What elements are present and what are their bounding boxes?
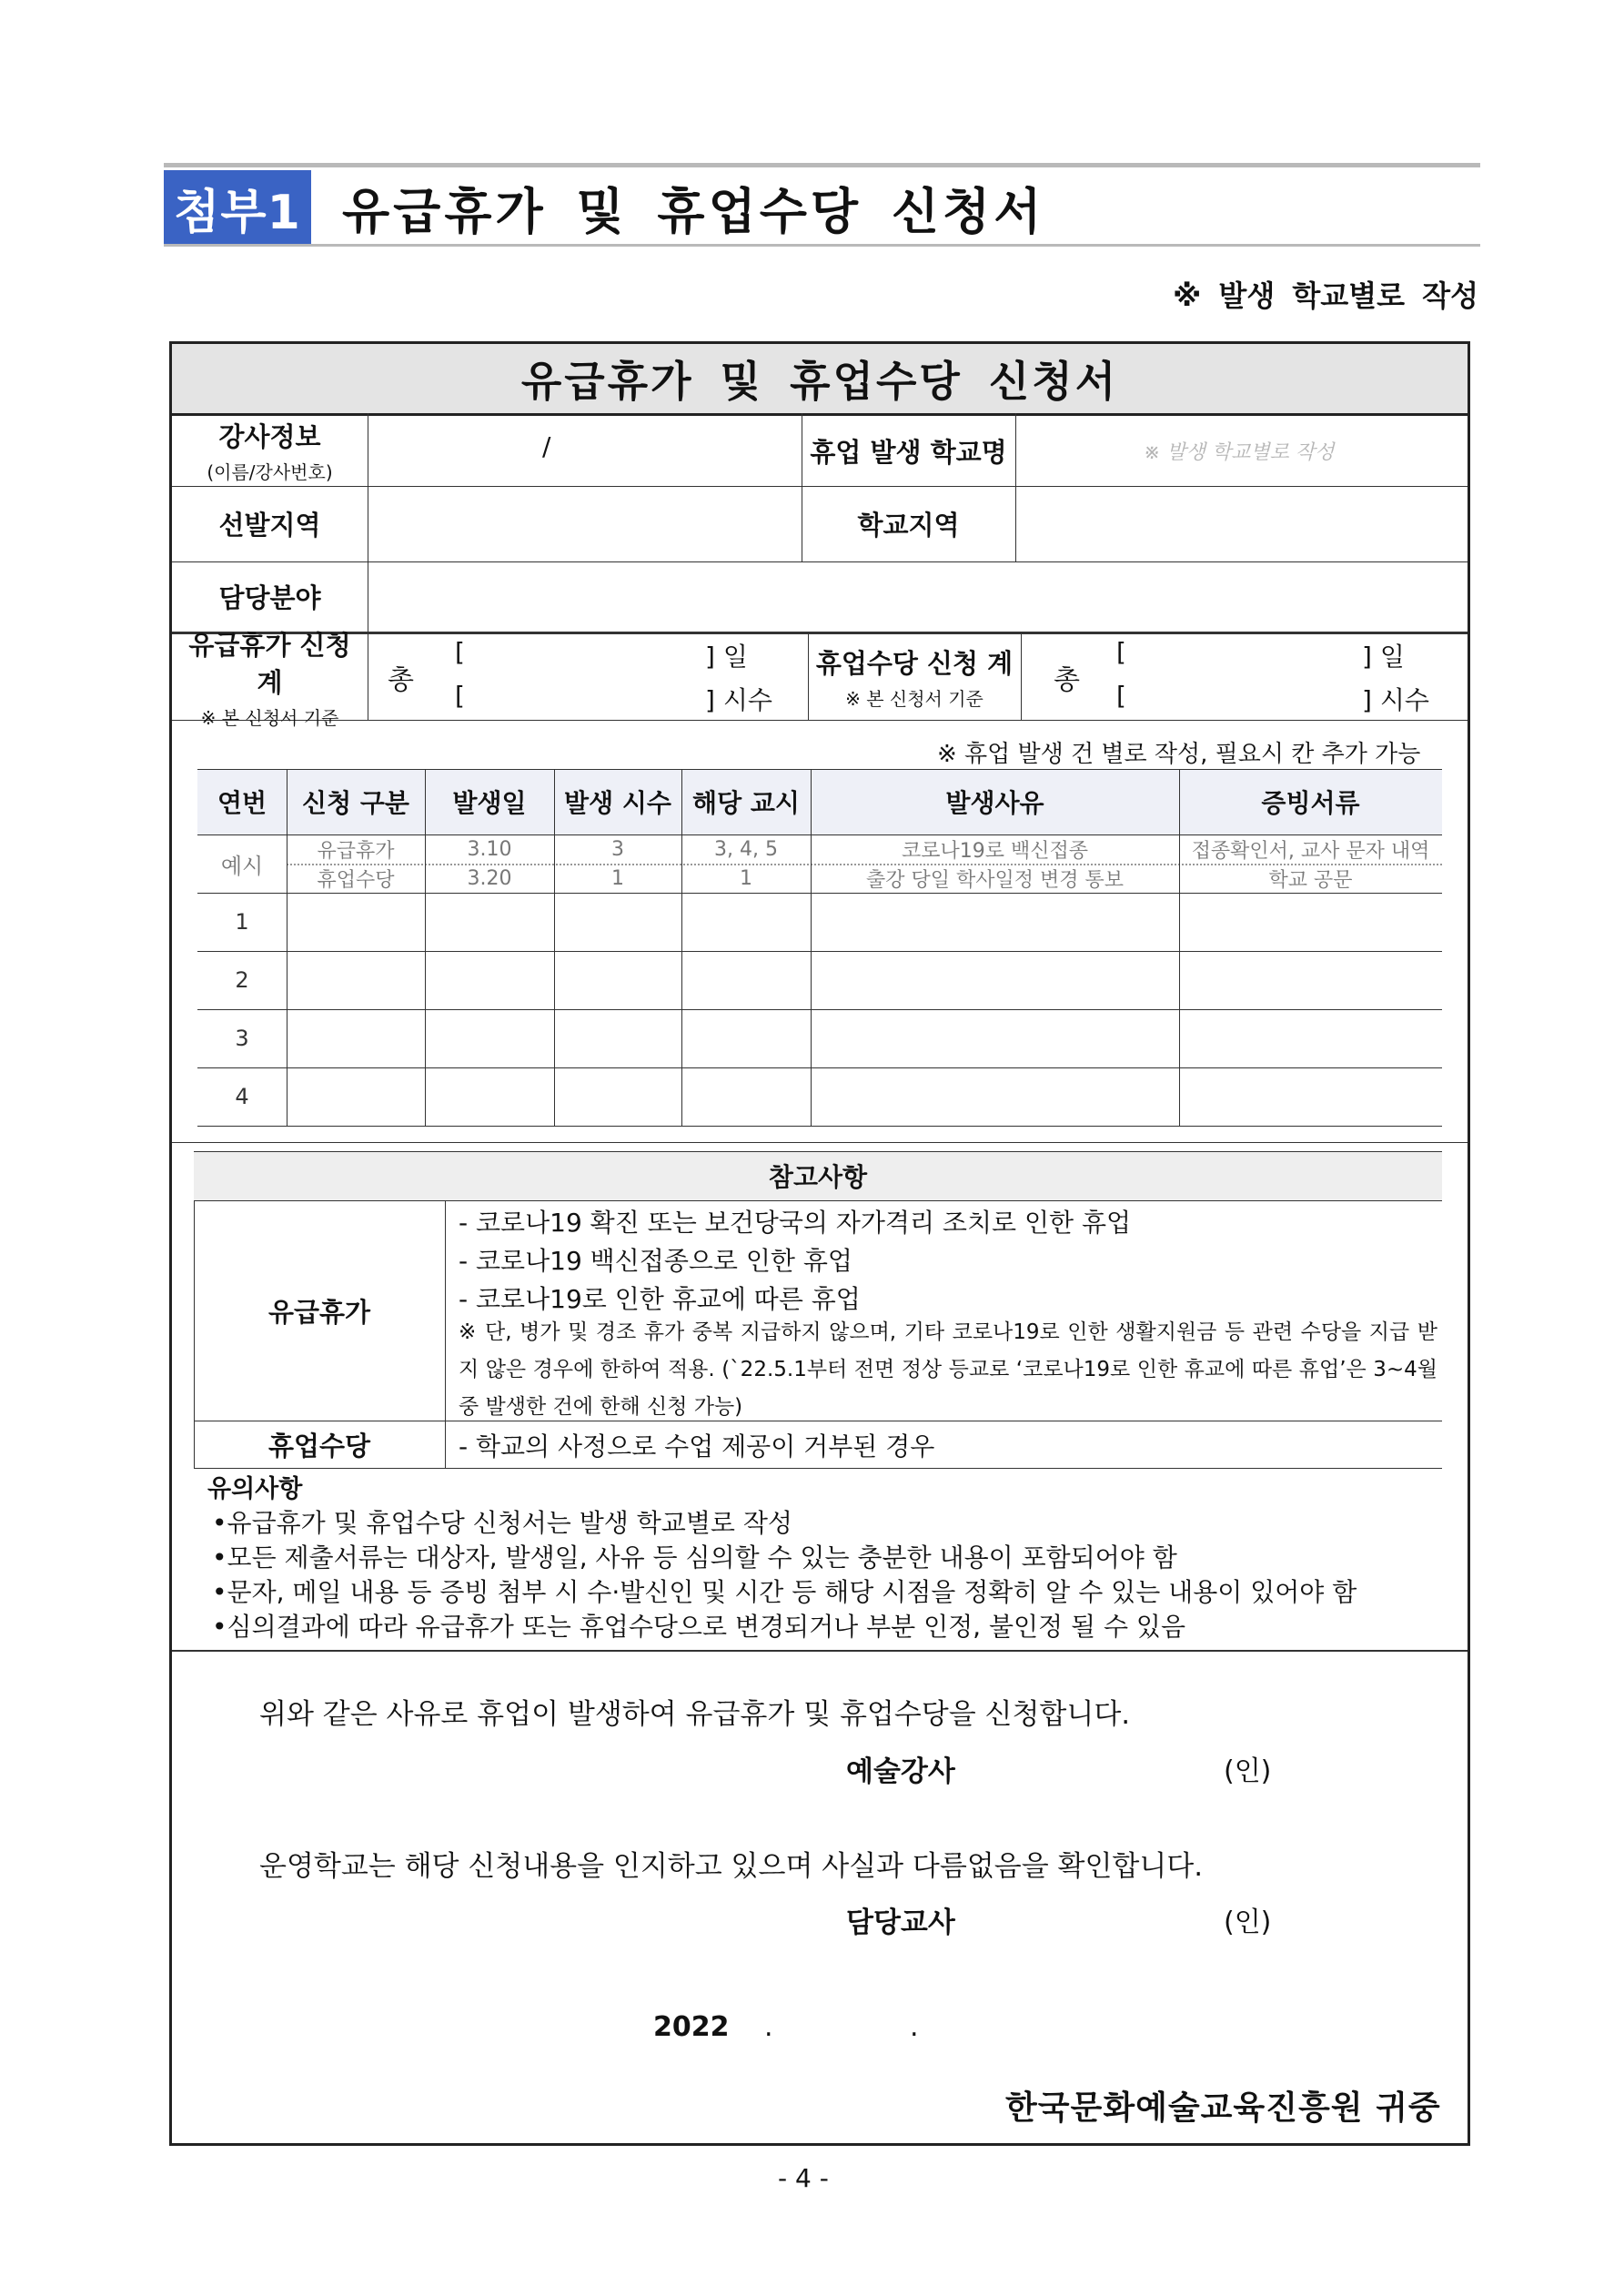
instructor-info-label: 강사정보 (이름/강사번호) xyxy=(207,421,333,483)
table-note: ※ 휴업 발생 건 별로 작성, 필요시 칸 추가 가능 xyxy=(937,741,1421,768)
header-reason: 발생사유 xyxy=(945,788,1044,818)
cautions-title: 유의사항 xyxy=(207,1475,303,1503)
instructor-info-field[interactable]: / xyxy=(542,431,551,461)
field-input[interactable] xyxy=(369,563,1467,631)
reference-paid-note: ※ 단, 병가 및 경조 휴가 중복 지급하지 않으며, 기타 코로나19로 인한 생활지원금 등 관련 수당을 지급 받지 않은 경우에 한하여 적용. (`22.5.1부터 전면 정상 등교로 ‘코로나19로 인한 휴교에 따른 휴업’은 3~4월 중 발생한 건에 한해 신청 가능) xyxy=(459,1320,1437,1419)
example-cell: 3, 4, 5 xyxy=(714,837,778,861)
table-line xyxy=(194,1468,1442,1469)
example-cell: 3 xyxy=(611,837,624,861)
region-field[interactable] xyxy=(369,488,801,561)
example-cell: 1 xyxy=(740,866,752,890)
table-line xyxy=(197,893,1442,894)
entry-rows-area[interactable] xyxy=(288,895,1440,1124)
section-line xyxy=(172,1650,1468,1652)
reference-paid-label: 유급휴가 xyxy=(267,1296,371,1328)
per-school-note: ※ 발생 학교별로 작성 xyxy=(1173,278,1478,313)
page-number: - 4 - xyxy=(778,2163,829,2193)
school-region-field[interactable] xyxy=(1017,488,1467,561)
paid-days-bracket: [ xyxy=(455,637,465,667)
caution-item: •심의결과에 따라 유급휴가 또는 휴업수당으로 변경되거나 부분 인정, 불인정 될 수 있음 xyxy=(212,1612,1186,1642)
example-cell: 유급휴가 xyxy=(317,839,395,863)
table-line xyxy=(445,1200,446,1468)
paid-hours-bracket: [ xyxy=(455,681,465,711)
allowance-hours-unit: ] 시수 xyxy=(1362,685,1429,715)
recipient: 한국문화예술교육진흥원 귀중 xyxy=(1005,2089,1441,2127)
caution-item: •유급휴가 및 휴업수당 신청서는 발생 학교별로 작성 xyxy=(212,1508,792,1538)
reference-paid-item: - 코로나19 확진 또는 보건당국의 자가격리 조치로 인한 휴업 xyxy=(459,1208,1132,1238)
example-cell: 3.20 xyxy=(467,866,512,890)
reference-paid-item: - 코로나19로 인한 휴교에 따른 휴업 xyxy=(459,1284,861,1314)
grid-line xyxy=(1015,413,1016,561)
teacher-seal-mark: (인) xyxy=(1224,1907,1272,1938)
caution-item: •모든 제출서류는 대상자, 발생일, 사유 등 심의할 수 있는 충분한 내용이 포함되어야 함 xyxy=(212,1542,1177,1573)
reference-paid-item: - 코로나19 백신접종으로 인한 휴업 xyxy=(459,1246,852,1276)
paid-days-field[interactable] xyxy=(473,639,701,675)
example-label: 예시 xyxy=(220,853,264,879)
grid-line xyxy=(1021,632,1022,720)
header-bottom-rule xyxy=(164,244,1480,247)
attachment-badge: 첨부1 xyxy=(164,170,311,245)
signer-instructor-label: 예술강사 xyxy=(846,1755,955,1788)
row-number: 1 xyxy=(235,909,249,935)
form-title: 유급휴가 및 휴업수당 신청서 xyxy=(172,344,1468,416)
school-region-label: 학교지역 xyxy=(857,510,960,541)
row-number: 3 xyxy=(235,1026,249,1051)
example-cell: 접종확인서, 교사 문자 내역 xyxy=(1191,839,1430,863)
header-periods: 해당 교시 xyxy=(692,788,800,818)
page-title: 유급휴가 및 휴업수당 신청서 xyxy=(342,182,1045,240)
allowance-total-word: 총 xyxy=(1054,664,1080,696)
school-name-label: 휴업 발생 학교명 xyxy=(810,436,1007,468)
row-number: 4 xyxy=(235,1084,249,1109)
header-top-rule xyxy=(164,163,1480,167)
date-separator: . xyxy=(764,2011,773,2043)
reference-allowance-item: - 학교의 사정으로 수업 제공이 거부된 경우 xyxy=(459,1431,935,1462)
table-line xyxy=(197,1126,1442,1127)
date-month-field[interactable] xyxy=(782,2007,901,2047)
instructor-signature-field[interactable] xyxy=(983,1743,1210,1783)
example-cell: 출강 당일 학사일정 변경 통보 xyxy=(866,868,1124,892)
signer-teacher-label: 담당교사 xyxy=(846,1907,955,1939)
section-line xyxy=(172,1142,1468,1143)
date-separator: . xyxy=(910,2011,919,2043)
instructor-seal-mark: (인) xyxy=(1224,1755,1272,1787)
allowance-hours-bracket: [ xyxy=(1116,681,1126,711)
example-cell: 1 xyxy=(611,866,624,890)
region-label: 선발지역 xyxy=(218,510,321,541)
header-seq: 연번 xyxy=(217,788,267,818)
reference-allowance-label: 휴업수당 xyxy=(267,1430,371,1462)
allowance-hours-field[interactable] xyxy=(1135,683,1357,719)
allowance-days-unit: ] 일 xyxy=(1362,642,1405,672)
allowance-days-field[interactable] xyxy=(1135,639,1357,675)
paid-leave-total-label: 유급휴가 신청 계 ※ 본 신청서 기준 xyxy=(188,629,351,729)
allowance-days-bracket: [ xyxy=(1116,637,1126,667)
caution-item: •문자, 메일 내용 등 증빙 첨부 시 수·발신인 및 시간 등 해당 시점을 정확히 알 수 있는 내용이 있어야 함 xyxy=(212,1577,1357,1607)
header-type: 신청 구분 xyxy=(302,788,409,818)
paid-hours-field[interactable] xyxy=(473,683,701,719)
paid-days-unit: ] 일 xyxy=(705,642,748,672)
allowance-total-label: 휴업수당 신청 계 ※ 본 신청서 기준 xyxy=(815,648,1014,710)
header-evidence: 증빙서류 xyxy=(1261,788,1360,818)
header-date: 발생일 xyxy=(452,788,527,818)
teacher-signature-field[interactable] xyxy=(983,1894,1210,1934)
reference-title: 참고사항 xyxy=(768,1162,868,1192)
example-cell: 학교 공문 xyxy=(1268,868,1353,892)
header-hours: 발생 시수 xyxy=(564,788,671,818)
example-cell: 코로나19로 백신접종 xyxy=(901,839,1088,863)
school-name-field[interactable]: ※ 발생 학교별로 작성 xyxy=(1144,441,1335,464)
example-cell: 휴업수당 xyxy=(317,868,395,892)
paid-hours-unit: ] 시수 xyxy=(705,685,772,715)
declaration-statement-1: 위와 같은 사유로 휴업이 발생하여 유급휴가 및 휴업수당을 신청합니다. xyxy=(259,1698,1131,1731)
row-number: 2 xyxy=(235,967,249,993)
date-year: 2022 xyxy=(653,2011,730,2043)
grid-line xyxy=(172,720,1468,721)
declaration-statement-2: 운영학교는 해당 신청내용을 인지하고 있으며 사실과 다름없음을 확인합니다. xyxy=(259,1850,1204,1883)
paid-total-word: 총 xyxy=(388,664,414,696)
field-label: 담당분야 xyxy=(218,582,321,613)
example-cell: 3.10 xyxy=(467,837,512,861)
